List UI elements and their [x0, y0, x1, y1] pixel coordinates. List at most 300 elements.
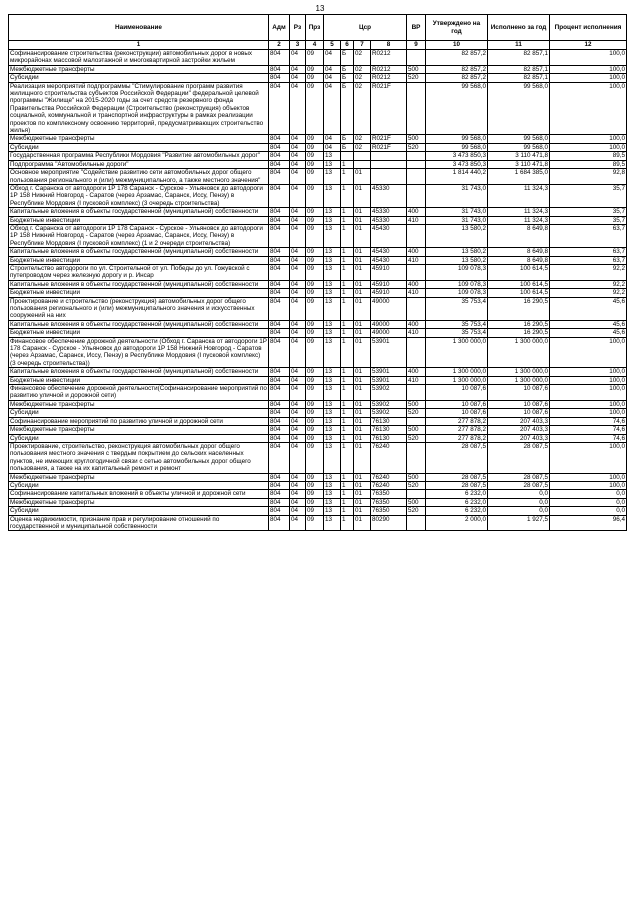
row-prz: 09	[306, 417, 324, 425]
row-adm: 804	[269, 498, 290, 506]
row-csr-program: 13	[324, 490, 341, 498]
row-percent: 35,7	[550, 208, 627, 216]
row-prz: 09	[306, 515, 324, 531]
row-approved: 277 878,2	[426, 426, 488, 434]
row-csr-program: 13	[324, 224, 341, 247]
row-vr	[407, 160, 426, 168]
row-approved: 99 568,0	[426, 143, 488, 151]
row-rz: 04	[290, 417, 306, 425]
row-prz: 09	[306, 337, 324, 368]
row-csr-event: 02	[354, 74, 371, 82]
table-row	[9, 50, 627, 66]
row-approved: 35 753,4	[426, 329, 488, 337]
row-csr-program: 13	[324, 169, 341, 185]
row-percent: 100,0	[550, 376, 627, 384]
row-prz: 09	[306, 507, 324, 515]
row-percent: 100,0	[550, 143, 627, 151]
row-prz: 09	[306, 426, 324, 434]
row-csr-program: 13	[324, 297, 341, 320]
row-vr	[407, 417, 426, 425]
row-executed: 16 290,5	[488, 329, 550, 337]
row-vr: 500	[407, 498, 426, 506]
row-csr-code: R0212	[371, 65, 407, 73]
table-row	[9, 417, 627, 425]
row-csr-event: 02	[354, 135, 371, 143]
table-row	[9, 329, 627, 337]
row-percent: 100,0	[550, 65, 627, 73]
row-csr-event: 01	[354, 169, 371, 185]
row-approved: 35 753,4	[426, 320, 488, 328]
table-row	[9, 264, 627, 280]
row-csr-event: 01	[354, 385, 371, 401]
row-vr: 520	[407, 409, 426, 417]
row-approved: 6 232,0	[426, 507, 488, 515]
row-approved: 3 473 850,3	[426, 160, 488, 168]
row-csr-event: 01	[354, 248, 371, 256]
row-executed: 3 110 471,8	[488, 152, 550, 160]
table-row	[9, 337, 627, 368]
row-rz: 04	[290, 169, 306, 185]
row-executed: 10 087,6	[488, 400, 550, 408]
row-csr-event	[354, 152, 371, 160]
page-number: 13	[315, 4, 325, 13]
row-adm: 804	[269, 434, 290, 442]
row-csr-code	[371, 160, 407, 168]
row-csr-subprogram: Б	[341, 50, 354, 66]
row-csr-subprogram: 1	[341, 400, 354, 408]
row-csr-code: 45910	[371, 264, 407, 280]
row-csr-subprogram: 1	[341, 280, 354, 288]
row-csr-subprogram: 1	[341, 224, 354, 247]
row-percent: 45,6	[550, 320, 627, 328]
row-name: Бюджетные инвестиции	[9, 329, 269, 337]
row-vr	[407, 515, 426, 531]
row-name: Финансовое обеспечение дорожной деятельности(Софинансирование мероприятий по развитию уличной и дорожной сети)	[10, 385, 267, 400]
row-csr-program: 04	[324, 50, 341, 66]
row-csr-subprogram	[341, 152, 354, 160]
row-prz: 09	[306, 143, 324, 151]
table-header-row	[9, 15, 627, 41]
row-csr-subprogram: 1	[341, 289, 354, 297]
row-csr-program: 13	[324, 216, 341, 224]
row-rz: 04	[290, 385, 306, 401]
row-csr-subprogram: 1	[341, 426, 354, 434]
table-row	[9, 160, 627, 168]
row-csr-subprogram: 1	[341, 481, 354, 489]
row-prz: 09	[306, 50, 324, 66]
row-adm: 804	[269, 507, 290, 515]
row-executed: 1 684 385,0	[488, 169, 550, 185]
table-row	[9, 426, 627, 434]
row-executed: 10 087,6	[488, 385, 550, 401]
row-csr-program: 13	[324, 385, 341, 401]
budget-table	[8, 14, 627, 531]
row-csr-program: 04	[324, 135, 341, 143]
row-rz: 04	[290, 280, 306, 288]
row-percent: 100,0	[550, 74, 627, 82]
row-prz: 09	[306, 74, 324, 82]
table-row	[9, 507, 627, 515]
row-name: Субсидии	[9, 481, 269, 489]
row-adm: 804	[269, 442, 290, 473]
row-executed: 11 324,3	[488, 208, 550, 216]
row-executed: 0,0	[488, 507, 550, 515]
row-prz: 09	[306, 216, 324, 224]
row-executed: 100 614,5	[488, 264, 550, 280]
table-row	[9, 385, 627, 401]
row-csr-program: 13	[324, 376, 341, 384]
row-csr-subprogram: 1	[341, 385, 354, 401]
row-approved: 2 000,0	[426, 515, 488, 531]
row-name: Межбюджетные трансферты	[9, 498, 269, 506]
row-percent: 100,0	[550, 135, 627, 143]
row-vr: 400	[407, 320, 426, 328]
row-rz: 04	[290, 135, 306, 143]
row-vr	[407, 82, 426, 135]
row-csr-event: 01	[354, 473, 371, 481]
row-csr-program: 13	[324, 434, 341, 442]
row-rz: 04	[290, 65, 306, 73]
row-vr	[407, 264, 426, 280]
row-csr-event	[354, 160, 371, 168]
row-csr-event: 01	[354, 337, 371, 368]
row-csr-subprogram: 1	[341, 473, 354, 481]
row-csr-program: 13	[324, 184, 341, 207]
row-name: Субсидии	[9, 434, 269, 442]
row-name: Обход г. Саранска от автодороги 1Р 178 Саранск - Сурское - Ульяновск до автодороги 1Р 158 Нижний Новгород - Саратов (через Арзамас, Саранск, Иссу, Пензу) в Республике Мордовия (I пусковой комплекс) (3 очередь строительства)	[9, 184, 269, 207]
row-vr: 410	[407, 216, 426, 224]
row-rz: 04	[290, 409, 306, 417]
row-csr-subprogram: 1	[341, 320, 354, 328]
row-prz: 09	[306, 248, 324, 256]
row-csr-program: 13	[324, 264, 341, 280]
row-csr-code: R0212	[371, 74, 407, 82]
row-csr-code: 76240	[371, 473, 407, 481]
row-rz: 04	[290, 82, 306, 135]
row-approved: 1 300 000,0	[426, 368, 488, 376]
row-rz: 04	[290, 248, 306, 256]
row-name: Софинансирование капитальных вложений в объекты уличной и дорожной сети	[9, 490, 269, 498]
row-rz: 04	[290, 515, 306, 531]
column-number: 5	[324, 41, 341, 50]
row-csr-code: 45430	[371, 256, 407, 264]
row-adm: 804	[269, 264, 290, 280]
row-csr-program: 04	[324, 65, 341, 73]
row-executed: 82 857,1	[488, 65, 550, 73]
row-executed: 16 290,5	[488, 320, 550, 328]
row-adm: 804	[269, 409, 290, 417]
row-rz: 04	[290, 289, 306, 297]
row-csr-event: 01	[354, 289, 371, 297]
row-rz: 04	[290, 216, 306, 224]
column-number: 3	[290, 41, 306, 50]
row-executed: 1 300 000,0	[488, 376, 550, 384]
table-row	[9, 152, 627, 160]
column-number: 1	[9, 41, 269, 50]
row-adm: 804	[269, 320, 290, 328]
row-percent: 100,0	[550, 337, 627, 368]
row-name: Софинансирование мероприятий по развитию уличной и дорожной сети	[9, 417, 269, 425]
row-percent: 100,0	[550, 368, 627, 376]
row-csr-event: 01	[354, 216, 371, 224]
row-vr: 400	[407, 368, 426, 376]
row-rz: 04	[290, 160, 306, 168]
row-rz: 04	[290, 329, 306, 337]
row-adm: 804	[269, 515, 290, 531]
row-vr: 400	[407, 280, 426, 288]
row-adm: 804	[269, 256, 290, 264]
row-adm: 804	[269, 50, 290, 66]
row-percent: 100,0	[550, 50, 627, 66]
row-adm: 804	[269, 208, 290, 216]
row-prz: 09	[306, 481, 324, 489]
row-csr-subprogram: 1	[341, 248, 354, 256]
row-prz: 09	[306, 400, 324, 408]
row-executed: 8 649,8	[488, 248, 550, 256]
row-name: Строительство автодороги по ул. Строительной от ул. Победы до ул. Гожувской с путепроводом через железную дорогу и р. Инсар	[9, 264, 269, 280]
row-rz: 04	[290, 297, 306, 320]
row-approved: 6 232,0	[426, 490, 488, 498]
column-number: 10	[426, 41, 488, 50]
row-name: Бюджетные инвестиции	[9, 256, 269, 264]
row-csr-event: 01	[354, 208, 371, 216]
table-row	[9, 224, 627, 247]
column-number: 9	[407, 41, 426, 50]
row-approved: 31 743,0	[426, 208, 488, 216]
row-csr-event: 01	[354, 498, 371, 506]
row-approved: 82 857,2	[426, 50, 488, 66]
row-csr-code: 76350	[371, 490, 407, 498]
row-vr	[407, 442, 426, 473]
row-prz: 09	[306, 289, 324, 297]
row-csr-event: 01	[354, 376, 371, 384]
column-number: 4	[306, 41, 324, 50]
row-vr	[407, 224, 426, 247]
row-prz: 09	[306, 160, 324, 168]
row-vr: 520	[407, 143, 426, 151]
row-approved: 82 857,2	[426, 74, 488, 82]
row-percent: 63,7	[550, 256, 627, 264]
table-row	[9, 297, 627, 320]
row-approved: 1 300 000,0	[426, 337, 488, 368]
row-prz: 09	[306, 320, 324, 328]
row-csr-event: 01	[354, 224, 371, 247]
row-percent: 92,2	[550, 264, 627, 280]
row-rz: 04	[290, 184, 306, 207]
row-prz: 09	[306, 169, 324, 185]
row-approved: 10 087,6	[426, 385, 488, 401]
row-csr-code: 45330	[371, 184, 407, 207]
row-csr-event: 01	[354, 297, 371, 320]
row-approved: 10 087,6	[426, 409, 488, 417]
row-csr-program: 13	[324, 337, 341, 368]
row-csr-event: 01	[354, 320, 371, 328]
row-csr-program: 13	[324, 400, 341, 408]
table-row	[9, 481, 627, 489]
row-executed: 8 649,8	[488, 224, 550, 247]
row-rz: 04	[290, 490, 306, 498]
row-percent: 0,0	[550, 490, 627, 498]
row-csr-code: 45330	[371, 208, 407, 216]
row-rz: 04	[290, 152, 306, 160]
row-csr-program: 13	[324, 160, 341, 168]
row-adm: 804	[269, 224, 290, 247]
row-vr	[407, 385, 426, 401]
column-number: 2	[269, 41, 290, 50]
table-row	[9, 248, 627, 256]
row-csr-subprogram: 1	[341, 169, 354, 185]
row-csr-subprogram: 1	[341, 337, 354, 368]
row-prz: 09	[306, 256, 324, 264]
row-rz: 04	[290, 337, 306, 368]
row-prz: 09	[306, 376, 324, 384]
row-percent: 100,0	[550, 82, 627, 135]
row-approved: 277 878,2	[426, 417, 488, 425]
row-vr	[407, 184, 426, 207]
row-approved: 277 878,2	[426, 434, 488, 442]
row-name: Межбюджетные трансферты	[9, 65, 269, 73]
row-vr: 520	[407, 481, 426, 489]
row-vr	[407, 152, 426, 160]
table-body	[9, 50, 627, 531]
row-prz: 09	[306, 65, 324, 73]
row-csr-subprogram: 1	[341, 297, 354, 320]
row-executed: 82 857,1	[488, 50, 550, 66]
row-executed: 28 087,5	[488, 481, 550, 489]
table-row	[9, 409, 627, 417]
table-row	[9, 368, 627, 376]
row-csr-event: 01	[354, 368, 371, 376]
header-vr: ВР	[407, 15, 426, 41]
header-name: Наименование	[9, 15, 269, 41]
row-name: Субсидии	[9, 74, 269, 82]
row-csr-program: 13	[324, 417, 341, 425]
row-csr-event: 01	[354, 184, 371, 207]
row-approved: 31 743,0	[426, 184, 488, 207]
row-vr: 500	[407, 426, 426, 434]
row-executed: 207 403,3	[488, 434, 550, 442]
row-vr: 500	[407, 473, 426, 481]
row-csr-event: 01	[354, 442, 371, 473]
row-executed: 1 300 000,0	[488, 368, 550, 376]
row-name: Финансовое обеспечение дорожной деятельности (Обход г. Саранска от автодороги 1Р 178 Саранск - Сурское - Ульяновск до автодороги 1Р 158 Нижний Новгород - Саратов (через Арзамас, Саранск, Иссу, Пензу) в Республике Мордовия (I пусковой комплекс) (3 очередь строительства))	[10, 337, 267, 367]
row-executed: 11 324,3	[488, 184, 550, 207]
row-prz: 09	[306, 208, 324, 216]
table-row	[9, 82, 627, 135]
row-approved: 35 753,4	[426, 297, 488, 320]
column-number: 8	[371, 41, 407, 50]
row-vr: 400	[407, 208, 426, 216]
row-approved: 13 580,2	[426, 248, 488, 256]
row-vr: 410	[407, 329, 426, 337]
row-csr-subprogram: 1	[341, 498, 354, 506]
row-adm: 804	[269, 417, 290, 425]
row-adm: 804	[269, 169, 290, 185]
table-row	[9, 256, 627, 264]
row-csr-program: 13	[324, 409, 341, 417]
row-adm: 804	[269, 160, 290, 168]
column-number: 11	[488, 41, 550, 50]
row-name: Капитальные вложения в объекты государственной (муниципальной) собственности	[9, 280, 269, 288]
table-row	[9, 135, 627, 143]
row-vr: 500	[407, 400, 426, 408]
row-vr: 500	[407, 65, 426, 73]
row-percent: 92,2	[550, 289, 627, 297]
row-executed: 1 927,5	[488, 515, 550, 531]
row-csr-code: 49000	[371, 320, 407, 328]
column-number: 6	[341, 41, 354, 50]
row-csr-program: 13	[324, 280, 341, 288]
row-csr-event: 01	[354, 329, 371, 337]
table-row	[9, 289, 627, 297]
row-executed: 3 110 471,8	[488, 160, 550, 168]
row-percent: 100,0	[550, 409, 627, 417]
row-prz: 09	[306, 329, 324, 337]
row-executed: 99 568,0	[488, 82, 550, 135]
row-csr-program: 13	[324, 256, 341, 264]
row-adm: 804	[269, 376, 290, 384]
row-rz: 04	[290, 507, 306, 515]
row-adm: 804	[269, 297, 290, 320]
row-percent: 35,7	[550, 216, 627, 224]
row-csr-event: 01	[354, 490, 371, 498]
row-name: Капитальные вложения в объекты государственной (муниципальной) собственности	[9, 320, 269, 328]
header-rz: Рз	[290, 15, 306, 41]
table-row	[9, 400, 627, 408]
row-approved: 13 580,2	[426, 224, 488, 247]
row-csr-subprogram: 1	[341, 490, 354, 498]
row-prz: 09	[306, 409, 324, 417]
row-adm: 804	[269, 216, 290, 224]
row-adm: 804	[269, 280, 290, 288]
table-row	[9, 169, 627, 185]
row-csr-program: 13	[324, 289, 341, 297]
table-row	[9, 280, 627, 288]
row-vr	[407, 169, 426, 185]
row-executed: 8 649,8	[488, 256, 550, 264]
row-adm: 804	[269, 184, 290, 207]
row-adm: 804	[269, 65, 290, 73]
table-row	[9, 216, 627, 224]
table-row	[9, 184, 627, 207]
row-name: Софинансирование строительства (реконструкции) автомобильных дорог в новых микрорайонах массовой малоэтажной и многоквартирной застройки жильем	[9, 50, 269, 66]
row-csr-code: R021F	[371, 82, 407, 135]
row-csr-code: 45910	[371, 289, 407, 297]
row-prz: 09	[306, 385, 324, 401]
row-csr-subprogram: 1	[341, 515, 354, 531]
row-executed: 207 403,3	[488, 417, 550, 425]
row-percent: 74,6	[550, 434, 627, 442]
row-csr-code: 53901	[371, 337, 407, 368]
row-executed: 10 087,6	[488, 409, 550, 417]
row-percent: 100,0	[550, 473, 627, 481]
row-name: Реализация мероприятий подпрограммы "Стимулирование программ развития жилищного строительства субъектов Российской Федерации" федеральной целевой программы "Жилище" на 2015-2020 годы за счет средств резервного фонда Правительства Российской Федерации (Строительство (реконструкция) объектов социальной, коммунальной и транспортной инфраструктуры в рамках реализации проектов по комплексному освоению территорий, предусматривающих строительство жилья)	[9, 82, 269, 135]
row-adm: 804	[269, 473, 290, 481]
row-name: Субсидии	[9, 409, 269, 417]
row-approved: 1 300 000,0	[426, 376, 488, 384]
row-executed: 1 300 000,0	[488, 337, 550, 368]
row-csr-program: 13	[324, 329, 341, 337]
row-csr-code: 53901	[371, 376, 407, 384]
row-prz: 09	[306, 442, 324, 473]
row-rz: 04	[290, 498, 306, 506]
row-adm: 804	[269, 337, 290, 368]
row-executed: 0,0	[488, 490, 550, 498]
row-percent: 100,0	[550, 400, 627, 408]
row-csr-code: R021F	[371, 135, 407, 143]
row-csr-subprogram: 1	[341, 507, 354, 515]
row-csr-program: 04	[324, 82, 341, 135]
